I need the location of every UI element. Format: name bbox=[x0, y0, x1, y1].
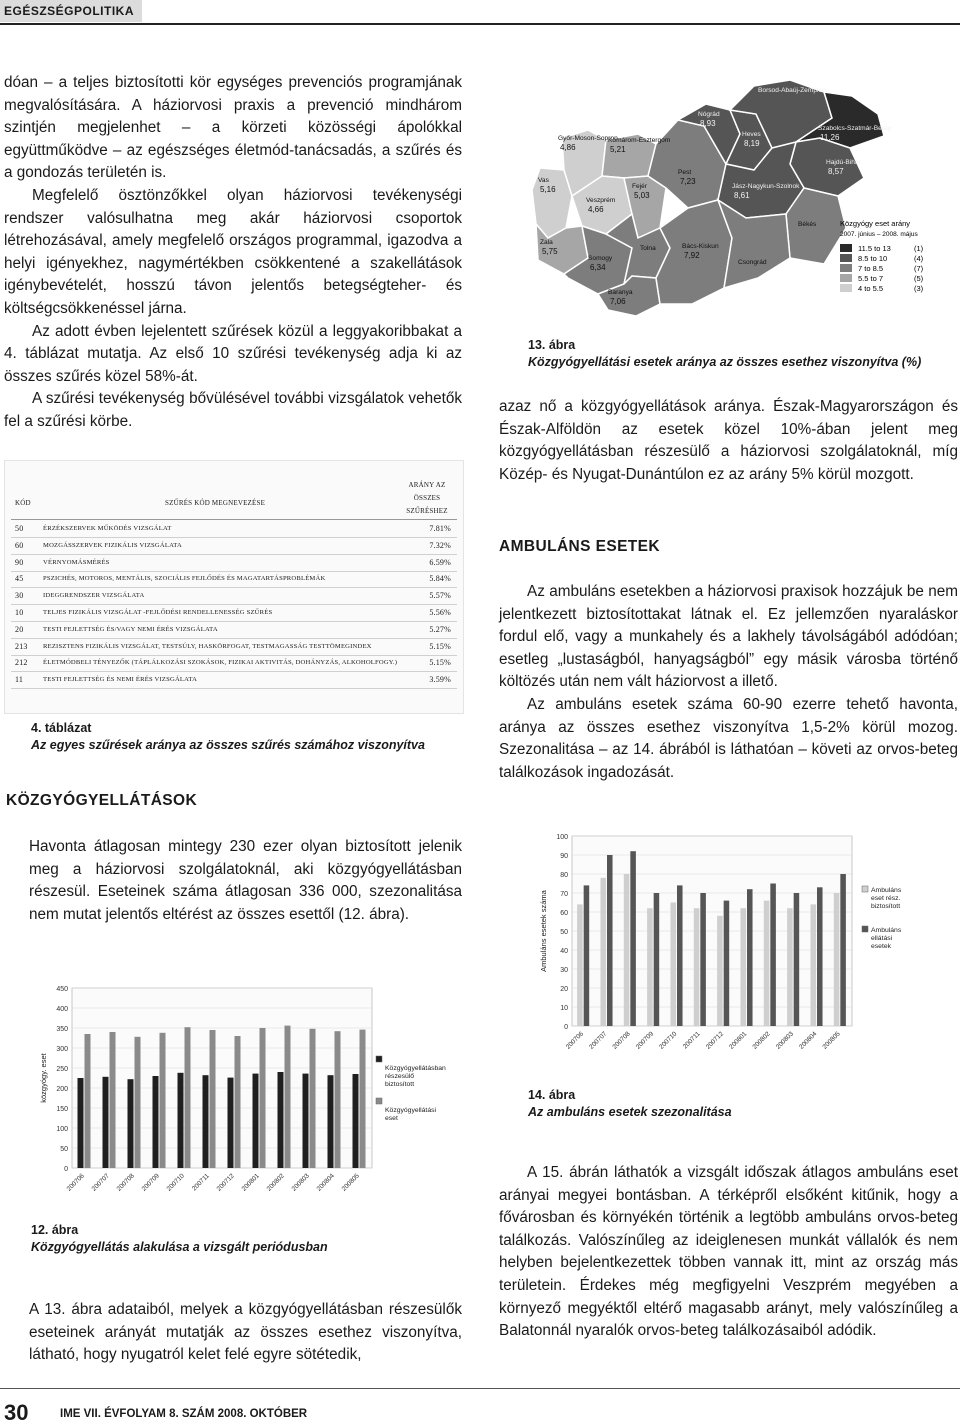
paragraph: Megfelelő ösztönzőkkel olyan háziorvosi tevékenységi rendszer valósulhatna meg akár háziorvosi csoportok létrehozásával, amely megfelelő országos programmal, igazodva a helyi igényekhez, nagymértékben csökkentené a szakellátások igénybevételét, hosszú távon jelentős betegségteher- és költségcsökkenéssel járna. bbox=[4, 186, 462, 317]
legend-swatch bbox=[840, 254, 852, 262]
bar bbox=[103, 1077, 109, 1168]
x-tick-label: 200711 bbox=[681, 1030, 702, 1051]
legend-range: 7 to 8.5 bbox=[858, 264, 884, 273]
x-tick-label: 200802 bbox=[265, 1172, 286, 1193]
county-name: Pest bbox=[678, 169, 692, 176]
y-tick-label: 350 bbox=[56, 1026, 68, 1033]
row-percent: 5.57% bbox=[429, 591, 451, 601]
y-tick-label: 80 bbox=[560, 872, 568, 879]
paragraph: A 15. ábrán láthatók a vizsgált időszak átlagos ambuláns eset arányai megyei bontásban. A térképről elsőként kitűnik, hogy a fővárosban és környékén történik a legtöbb ambuláns orvos-beteg találkozás. Valószínűleg az ideiglenesen munkát vállalók és nem helyben bejelentkezettek többen vannak itt, mint az ország más területein. Érdekes még megfigyelni Veszprém megyében a környező megyéktől eltérő magasabb arányt, mely valószínűleg a Balatonnál nyaralók orvos-beteg találkozásaiból adódik. bbox=[499, 1164, 958, 1340]
bar bbox=[810, 904, 816, 1026]
section-heading: AMBULÁNS ESETEK bbox=[499, 538, 661, 555]
legend-label bbox=[871, 887, 902, 910]
legend-label bbox=[871, 927, 902, 950]
county-value: 7,92 bbox=[684, 251, 700, 260]
table-row bbox=[11, 639, 457, 656]
legend-swatch bbox=[840, 244, 852, 252]
row-code: 45 bbox=[15, 574, 24, 584]
x-tick-label: 200709 bbox=[140, 1172, 161, 1193]
y-tick-label: 450 bbox=[56, 986, 68, 993]
map-caption bbox=[528, 338, 958, 369]
bar bbox=[787, 908, 793, 1026]
bar bbox=[310, 1029, 316, 1168]
bar bbox=[630, 851, 636, 1026]
page-number: 30 bbox=[4, 1400, 29, 1425]
row-code: 60 bbox=[15, 540, 24, 550]
y-tick-label: 10 bbox=[560, 1005, 568, 1012]
section-heading: KÖZGYÓGYELLÁTÁSOK bbox=[6, 792, 198, 809]
y-axis-label: Ambuláns esetek száma bbox=[539, 890, 548, 972]
caption-number: 4. táblázat bbox=[31, 721, 92, 735]
row-name: ÉRZÉKSZERVEK MŰKÖDÉS VIZSGÁLAT bbox=[43, 525, 172, 532]
journal-info: IME VII. ÉVFOLYAM 8. SZÁM 2008. OKTÓBER bbox=[60, 1408, 308, 1420]
table-header-arany: ARÁNY AZ ÖSSZES SZŰRÉSHEZ bbox=[406, 481, 448, 515]
y-tick-label: 50 bbox=[560, 929, 568, 936]
section-label: EGÉSZSÉGPOLITIKA bbox=[4, 4, 135, 18]
county-name: Tolna bbox=[640, 245, 656, 252]
chart-14-caption bbox=[528, 1088, 958, 1119]
bottom-left-paragraph: A 13. ábra adataiból, melyek a közgyógyellátásban részesülők eseteinek arányát mutatják az összes esethez viszonyítva, látható, hogy nyugatról kelet felé egyre sötétedik, bbox=[29, 1301, 462, 1364]
county-name: Veszprém bbox=[586, 197, 616, 204]
county-name: Jász-Nagykun-Szolnok bbox=[732, 183, 800, 190]
row-percent: 3.59% bbox=[429, 675, 451, 685]
table-row bbox=[11, 588, 457, 605]
bar bbox=[670, 903, 676, 1027]
row-name: VÉRNYOMÁSMÉRÉS bbox=[43, 558, 110, 566]
county-name: Győr-Moson-Sopron bbox=[558, 135, 618, 142]
page-header bbox=[0, 0, 960, 26]
bar bbox=[840, 874, 846, 1026]
table-row bbox=[11, 555, 457, 572]
county-value: 11,26 bbox=[820, 133, 840, 142]
legend-title: Közgyógy eset arány bbox=[840, 219, 911, 228]
legend-swatch bbox=[862, 926, 868, 932]
row-code: 90 bbox=[15, 557, 24, 567]
caption-title: Közgyógyellátási esetek aránya az összes esethez viszonyítva (%) bbox=[528, 355, 922, 369]
bar bbox=[85, 1034, 91, 1168]
legend-count: (3) bbox=[914, 284, 924, 293]
legend-swatch bbox=[862, 886, 868, 892]
y-tick-label: 400 bbox=[56, 1006, 68, 1013]
bar bbox=[235, 1036, 241, 1168]
row-percent: 7.32% bbox=[429, 540, 451, 550]
y-tick-label: 90 bbox=[560, 853, 568, 860]
table-header-name: SZŰRÉS KÓD MEGNEVEZÉSE bbox=[165, 499, 266, 507]
bar bbox=[335, 1031, 341, 1168]
y-tick-label: 30 bbox=[560, 967, 568, 974]
row-code: 30 bbox=[15, 591, 24, 601]
x-tick-label: 200803 bbox=[290, 1172, 311, 1193]
bar bbox=[817, 887, 823, 1026]
county-name: Békés bbox=[798, 221, 817, 228]
county-name: Komárom-Esztergom bbox=[608, 137, 671, 144]
bar bbox=[353, 1074, 359, 1168]
bottom-right-text bbox=[499, 1162, 958, 1343]
y-tick-label: 70 bbox=[560, 891, 568, 898]
caption-title: Közgyógyellátás alakulása a vizsgált periódusban bbox=[31, 1240, 328, 1254]
county-name: Nógrád bbox=[698, 111, 720, 118]
bar bbox=[110, 1032, 116, 1168]
bar bbox=[700, 893, 706, 1026]
row-percent: 5.15% bbox=[429, 641, 451, 651]
y-tick-label: 0 bbox=[64, 1166, 68, 1173]
y-tick-label: 50 bbox=[60, 1146, 68, 1153]
row-percent: 5.84% bbox=[429, 574, 451, 584]
x-tick-label: 200708 bbox=[611, 1030, 632, 1051]
legend-range: 11.5 to 13 bbox=[858, 244, 891, 253]
row-name: MOZGÁSSZERVEK FIZIKÁLIS VIZSGÁLATA bbox=[43, 541, 182, 549]
bar bbox=[694, 908, 700, 1026]
ambulans-text bbox=[499, 581, 958, 784]
chart-12 bbox=[30, 978, 460, 1206]
legend-subtitle: 2007. június – 2008. május bbox=[840, 231, 918, 238]
legend-range: 4 to 5.5 bbox=[858, 284, 884, 293]
row-name: TESTI FEJLETTSÉG ÉS NEMI ÉRÉS VIZSGÁLATA bbox=[43, 676, 198, 684]
county-value: 5,16 bbox=[540, 185, 556, 194]
y-tick-label: 40 bbox=[560, 948, 568, 955]
bar bbox=[654, 893, 660, 1026]
table-row bbox=[11, 521, 457, 538]
row-name: ÉLETMÓDBELI TÉNYEZŐK (TÁPLÁLKOZÁSI SZOKÁSOK, FIZIKAI AKTIVITÁS, DOHÁNYZÁS, ALKOHOLFOGY.) bbox=[43, 659, 398, 667]
legend-line: eset bbox=[385, 1115, 398, 1122]
bar bbox=[160, 1033, 166, 1168]
table-row bbox=[11, 672, 457, 689]
y-tick-label: 100 bbox=[556, 834, 568, 841]
kozgyogy-paragraph: Havonta átlagosan mintegy 230 ezer olyan biztosított jelenik meg a háziorvosi szolgálatoknál, aki közgyógyellátásban részesül. Eseteinek száma átlagosan 336 000, szezonalitása nem mutat jelentős eltérést az összes esettől (12. ábra). bbox=[29, 838, 462, 923]
x-tick-label: 200802 bbox=[751, 1030, 772, 1051]
paragraph: Az adott évben lejelentett szűrések közül a leggyakoribbakat a 4. táblázat mutatja. Az első 10 szűrési tevékenység adja ki az összes szűrés közel 58%-át. bbox=[4, 322, 462, 385]
bar bbox=[724, 901, 730, 1026]
x-tick-label: 200804 bbox=[315, 1172, 336, 1193]
bar bbox=[584, 885, 590, 1026]
map-paragraph: azaz nő a közgyógyellátások aránya. Észak-Magyarországon és Észak-Alföldön az esetek közel 10%-ában jelent meg közgyógyellátásban részesülő a háziorvosi szolgálatoknál, míg Közép- és Nyugat-Dunántúlon ez az arány 5% körül mozgott. bbox=[499, 398, 958, 483]
table-row bbox=[11, 655, 457, 672]
bar bbox=[740, 908, 746, 1026]
table-row bbox=[11, 622, 457, 639]
county-name: Vas bbox=[538, 177, 549, 184]
county-name: Hajdú-Bihar bbox=[826, 159, 861, 166]
bar bbox=[78, 1078, 84, 1168]
county-value: 7,23 bbox=[680, 177, 696, 186]
caption-number: 14. ábra bbox=[528, 1088, 576, 1102]
x-tick-label: 200712 bbox=[215, 1172, 236, 1193]
legend-count: (5) bbox=[914, 274, 924, 283]
y-tick-label: 20 bbox=[560, 986, 568, 993]
legend-line: részesülő bbox=[385, 1073, 415, 1080]
county-value: 8,61 bbox=[734, 191, 750, 200]
legend-line: eset rész. bbox=[871, 895, 901, 902]
y-tick-label: 0 bbox=[564, 1024, 568, 1031]
legend-swatch bbox=[376, 1056, 382, 1062]
county-name: Csongrád bbox=[738, 259, 767, 266]
row-code: 20 bbox=[15, 624, 24, 634]
row-name: PSZICHÉS, MOTOROS, MENTÁLIS, SZOCIÁLIS FEJLŐDÉS ÉS MAGATARTÁSPROBLÉMÁK bbox=[43, 575, 326, 583]
x-tick-label: 200710 bbox=[165, 1172, 186, 1193]
row-name: TELJES FIZIKÁLIS VIZSGÁLAT -FEJLŐDÉSI RENDELLENESSÉG SZŰRÉS bbox=[43, 609, 273, 616]
county-value: 5,21 bbox=[610, 145, 626, 154]
caption-number: 12. ábra bbox=[31, 1223, 79, 1237]
bar bbox=[210, 1030, 216, 1168]
row-percent: 6.59% bbox=[429, 557, 451, 567]
left-body-text bbox=[4, 72, 462, 434]
legend-line: esetek bbox=[871, 943, 892, 950]
county-value: 4,66 bbox=[588, 205, 604, 214]
table-row bbox=[11, 605, 457, 622]
bar bbox=[764, 901, 770, 1026]
county-name: Szabolcs-Szatmár-Bereg bbox=[818, 125, 892, 132]
header-rule bbox=[0, 23, 960, 25]
paragraph: Az ambuláns esetekben a háziorvosi praxisok hozzájuk be nem jelentkezett biztosítottakat látnak el. Ez jellemzően nyaraláskor fordul elő, vagy a munkahely és a lakhely távolságából adódóan; esetleg „lustaságból, hanyagságból” egy másik városba történő költözés után nem vált háziorvost a illető. bbox=[499, 583, 958, 691]
row-name: IDEGGRENDSZER VIZSGÁLATA bbox=[43, 592, 145, 600]
county-value: 8,93 bbox=[700, 119, 716, 128]
x-tick-label: 200707 bbox=[90, 1172, 111, 1193]
bar bbox=[770, 884, 776, 1027]
bar bbox=[203, 1075, 209, 1168]
table-row bbox=[11, 571, 457, 588]
county-value: 6,34 bbox=[590, 263, 606, 272]
bar bbox=[577, 904, 583, 1026]
y-tick-label: 150 bbox=[56, 1106, 68, 1113]
chart-12-caption bbox=[31, 1223, 461, 1254]
footer-rule bbox=[0, 1388, 960, 1389]
county-name: Zala bbox=[540, 239, 553, 246]
row-percent: 5.15% bbox=[429, 658, 451, 668]
bar bbox=[260, 1028, 266, 1168]
row-code: 11 bbox=[15, 675, 24, 685]
y-axis-label: közgyógy. eset bbox=[39, 1053, 48, 1103]
legend-line: ellátási bbox=[871, 935, 893, 942]
bar bbox=[135, 1037, 141, 1168]
row-code: 213 bbox=[15, 641, 28, 651]
chart-14 bbox=[526, 826, 958, 1074]
bar bbox=[834, 893, 840, 1026]
table-header-rule bbox=[11, 519, 457, 520]
row-percent: 5.56% bbox=[429, 608, 451, 617]
county-name: Borsod-Abaúj-Zemplén bbox=[758, 87, 826, 94]
legend-swatch bbox=[376, 1098, 382, 1104]
legend-swatch bbox=[840, 274, 852, 282]
county-name: Bács-Kiskun bbox=[682, 243, 719, 250]
legend-label bbox=[385, 1065, 446, 1088]
legend-range: 5.5 to 7 bbox=[858, 274, 884, 283]
x-tick-label: 200805 bbox=[340, 1172, 361, 1193]
table-4 bbox=[4, 460, 464, 714]
legend-swatch bbox=[840, 264, 852, 272]
x-tick-label: 200801 bbox=[728, 1030, 749, 1051]
map-13 bbox=[528, 78, 958, 324]
bar bbox=[185, 1027, 191, 1168]
county-name: Baranya bbox=[608, 289, 633, 296]
table-body bbox=[11, 521, 457, 691]
plot-area bbox=[72, 988, 372, 1168]
bar bbox=[178, 1073, 184, 1168]
county-value: 7,06 bbox=[610, 297, 626, 306]
county-value: 5,03 bbox=[634, 191, 650, 200]
x-tick-label: 200707 bbox=[588, 1030, 609, 1051]
bar bbox=[600, 878, 606, 1026]
bar bbox=[128, 1079, 134, 1168]
legend-count: (4) bbox=[914, 254, 924, 263]
county-name: Fejér bbox=[632, 183, 648, 190]
x-tick-label: 200706 bbox=[65, 1172, 86, 1193]
paragraph: dóan – a teljes biztosítotti kör egységes prevenciós programjának megvalósítására. A háziorvosi praxis a prevenció mindhárom szintjén megjelenhet – a körzeti közösségi ápolókkal együttműködve – az egészséges életmód-tanácsadás, a szűrés és a gondozás területén is. bbox=[4, 74, 462, 182]
bar bbox=[228, 1078, 234, 1168]
legend-line: Ambuláns bbox=[871, 927, 902, 934]
bar bbox=[624, 874, 630, 1026]
bar bbox=[747, 889, 753, 1026]
page-footer bbox=[0, 1388, 960, 1427]
x-tick-label: 200709 bbox=[634, 1030, 656, 1051]
x-tick-label: 200710 bbox=[658, 1030, 679, 1051]
row-code: 50 bbox=[15, 524, 24, 533]
row-code: 212 bbox=[15, 658, 28, 668]
bar bbox=[285, 1026, 291, 1168]
legend-count: (7) bbox=[914, 264, 924, 273]
legend-label bbox=[385, 1107, 436, 1122]
row-percent: 5.27% bbox=[429, 624, 451, 634]
x-tick-label: 200712 bbox=[704, 1030, 726, 1051]
legend-line: biztosított bbox=[871, 903, 901, 910]
bar bbox=[278, 1072, 284, 1168]
county-name: Somogy bbox=[588, 255, 613, 262]
y-tick-label: 200 bbox=[56, 1086, 68, 1093]
county-value: 8,19 bbox=[744, 139, 760, 148]
county-value: 8,57 bbox=[828, 167, 844, 176]
legend-line: Ambuláns bbox=[871, 887, 902, 894]
caption-title: Az egyes szűrések aránya az összes szűrés számához viszonyítva bbox=[31, 738, 425, 752]
table-row bbox=[11, 538, 457, 555]
bar bbox=[607, 855, 613, 1026]
row-code: 10 bbox=[15, 608, 24, 617]
legend-line: Közgyógyellátási bbox=[385, 1107, 437, 1114]
bar bbox=[360, 1030, 366, 1168]
legend-range: 8.5 to 10 bbox=[858, 254, 888, 263]
bar bbox=[253, 1074, 259, 1168]
y-tick-label: 60 bbox=[560, 910, 568, 917]
x-tick-label: 200803 bbox=[774, 1030, 796, 1051]
caption-number: 13. ábra bbox=[528, 338, 576, 352]
paragraph: Az ambuláns esetek száma 60-90 ezerre tehető havonta, aránya az összes esethez viszonyítva 1,5-2% körül mozog. Szezonalitása – az 14. ábrából is láthatóan – követi az orvos-beteg találkozások ingadozását. bbox=[499, 695, 958, 781]
legend-swatch bbox=[840, 284, 852, 292]
caption-title: Az ambuláns esetek szezonalitása bbox=[528, 1105, 732, 1119]
x-tick-label: 200804 bbox=[798, 1030, 819, 1051]
y-tick-label: 250 bbox=[56, 1066, 68, 1073]
x-tick-label: 200708 bbox=[115, 1172, 136, 1193]
bar bbox=[794, 893, 800, 1026]
paragraph: A szűrési tevékenység bővülésével további vizsgálatok vehetők fel a szűrési körbe. bbox=[4, 390, 462, 430]
county-name: Heves bbox=[742, 131, 761, 138]
county-value: 5,75 bbox=[542, 247, 558, 256]
bar bbox=[328, 1075, 334, 1168]
x-tick-label: 200801 bbox=[240, 1172, 261, 1193]
row-name: TESTI FEJLETTSÉG ÉS/VAGY NEMI ÉRÉS VIZSGÁLATA bbox=[43, 625, 218, 633]
legend-line: Közgyógyellátásban bbox=[385, 1065, 446, 1072]
legend-count: (1) bbox=[914, 244, 924, 253]
row-percent: 7.81% bbox=[429, 524, 451, 533]
county-value: 4,86 bbox=[560, 143, 576, 152]
table-caption bbox=[31, 721, 471, 752]
table-header-kod: KÓD bbox=[15, 499, 31, 507]
legend-line: biztosított bbox=[385, 1081, 415, 1088]
y-tick-label: 100 bbox=[56, 1126, 68, 1133]
bar bbox=[647, 908, 653, 1026]
bar bbox=[153, 1076, 159, 1168]
y-tick-label: 300 bbox=[56, 1046, 68, 1053]
x-tick-label: 200706 bbox=[564, 1030, 586, 1051]
bar bbox=[303, 1074, 309, 1168]
x-tick-label: 200805 bbox=[821, 1030, 842, 1051]
bar bbox=[717, 916, 723, 1026]
x-tick-label: 200711 bbox=[190, 1172, 211, 1193]
bar bbox=[677, 885, 683, 1026]
row-name: REZISZTENS FIZIKÁLIS VIZSGÁLAT, TESTSÚLY, HASKÖRFOGAT, TESTMAGASSÁG TESTTÖMEGINDEX bbox=[43, 642, 372, 650]
